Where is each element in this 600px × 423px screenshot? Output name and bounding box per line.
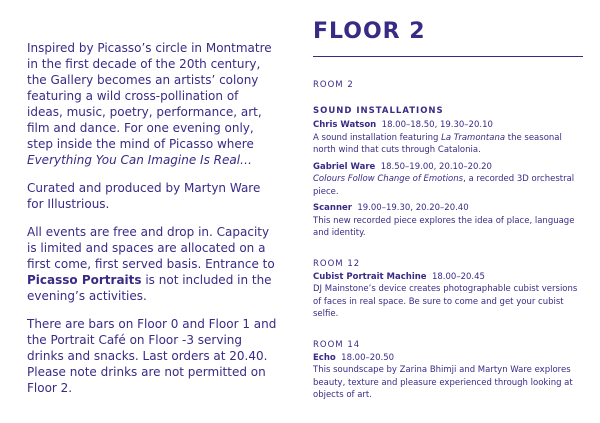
floor-title: FLOOR 2 <box>313 19 426 44</box>
bars-paragraph: There are bars on Floor 0 and Floor 1 and the Portrait Café on Floor -3 serving drinks and snacks. Last orders at 20.40. Please note drinks are not permitted on Floor 2. <box>27 317 277 395</box>
entry-name: Scanner <box>313 203 352 213</box>
picasso-portraits-label: Picasso Portraits <box>27 273 142 287</box>
entry-name: Chris Watson <box>313 120 377 130</box>
entry-time: 18.00–18.50, 19.30–20.10 <box>381 120 493 130</box>
entry-time: 18.50–19.00, 20.10–20.20 <box>380 161 492 172</box>
entry-name: Cubist Portrait Machine <box>313 271 427 282</box>
entry-description: A sound installation featuring La Tramontana the seasonal north wind that cuts through Catalonia. <box>313 132 562 155</box>
entry-scanner <box>313 202 583 240</box>
entry-info-text: All events are free and drop in. Capacity is limited and spaces are allocated on a first come, first served basis. Entrance to <box>27 225 275 271</box>
entry-gabriel-ware <box>313 161 583 199</box>
intro-text: Inspired by Picasso’s circle in Montmatre in the first decade of the 20th century, the Gallery becomes an artists’ colony featuring a wild cross-pollination of ideas, music, poetry, performance, art, film and dance. For one evening only, step inside the mind of Picasso where <box>27 41 272 151</box>
room-2-label: ROOM 2 <box>313 80 354 90</box>
entry-echo <box>313 352 583 402</box>
room-14-label: ROOM 14 <box>313 339 361 350</box>
entry-time: 18.00–20.45 <box>431 271 485 282</box>
entry-chris-watson <box>313 119 583 157</box>
room-12-label: ROOM 12 <box>313 258 361 269</box>
entry-cubist-portrait-machine <box>313 271 583 321</box>
intro-paragraph <box>27 40 277 168</box>
entry-description: This new recorded piece explores the idea of place, language and identity. <box>313 215 575 238</box>
entry-info-paragraph <box>27 224 277 304</box>
sound-installations-heading: SOUND INSTALLATIONS <box>313 106 444 116</box>
entry-time: 19.00–19.30, 20.20–20.40 <box>357 203 469 213</box>
intro-italic-title: Everything You Can Imagine Is Real… <box>27 153 253 167</box>
entry-info-text-end: is not included in the evening’s activities. <box>27 273 272 303</box>
entry-name: Gabriel Ware <box>313 161 376 172</box>
entry-name: Echo <box>313 352 336 363</box>
entry-description: Colours Follow Change of Emotions, a recorded 3D orchestral piece. <box>313 174 575 197</box>
entry-description: This soundscape by Zarina Bhimji and Martyn Ware explores beauty, texture and pleasure experienced through looking at objects of art. <box>313 365 573 400</box>
title-divider <box>313 56 583 57</box>
curator-paragraph: Curated and produced by Martyn Ware for Illustrious. <box>27 181 261 211</box>
intro-column <box>27 40 277 408</box>
entry-time: 18.00–20.50 <box>341 352 395 363</box>
entry-description: DJ Mainstone’s device creates photographable cubist versions of faces in real space. Be sure to come and get your cubist selfie. <box>313 284 578 319</box>
floor-column <box>313 18 583 402</box>
